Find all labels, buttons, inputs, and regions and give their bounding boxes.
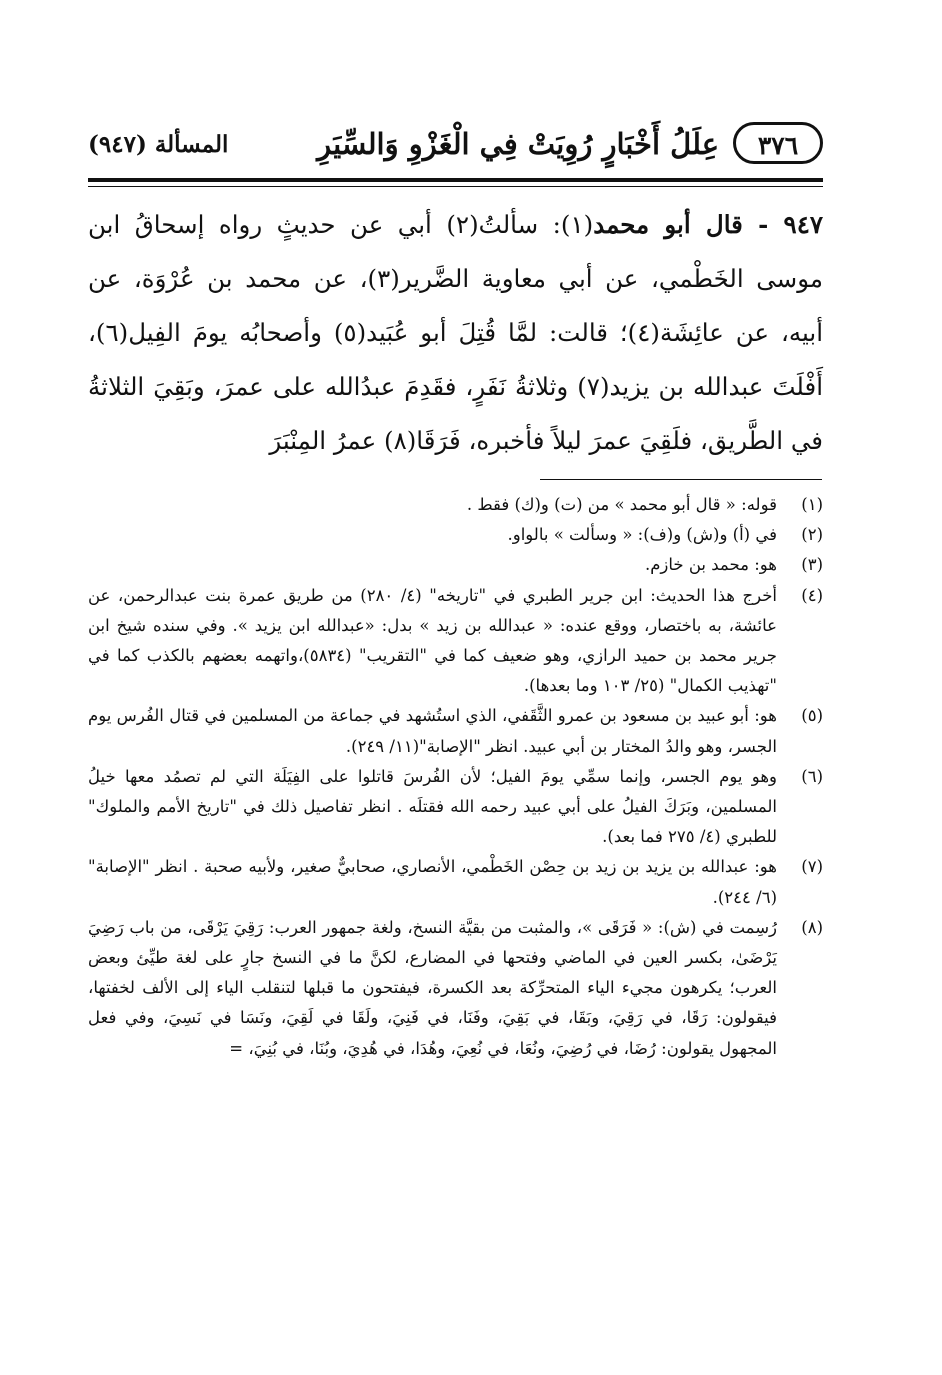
footnote-separator (540, 479, 822, 480)
footnote-number: (٨) (801, 917, 823, 937)
header-rule-thick (88, 178, 823, 182)
footnote-text: أخرج هذا الحديث: ابن جرير الطبري في "تاريخه" (٤/ ٢٨٠) من طريق عمرة بنت عبدالرحمن، عن عائشة، به باختصار، ووقع عنده: « عبدالله بن زيد » بدل: «عبدالله ابن يزيد ». وفي سنده شيخ ابن جرير محمد بن حميد الرازي، وهو ضعيف كما في "التقريب" (٥٨٣٤)،واتهمه بعضهم بالكذب كما في "تهذيب الكمال" (٢٥/ ١٠٣ وما بعدها). (88, 585, 778, 696)
page-header (88, 118, 823, 174)
footnote-number: (٦) (801, 766, 823, 786)
footnotes (88, 490, 823, 1064)
footnote-3 (88, 550, 823, 580)
main-text (88, 198, 823, 468)
footnote-5 (88, 701, 823, 761)
footnote-text: وهو يوم الجسر، وإنما سمِّي يومَ الفيل؛ لأن الفُرسَ قاتلوا على الفِيَلَة التي لم تصمُد معها خيلُ المسلمين، وبَرَكَ الفيلُ على أبي عبيد رحمه الله فقتلَه . انظر تفاصيل ذلك في "تاريخ الأمم والملوك" للطبري (٤/ ٢٧٥ فما بعد). (88, 766, 777, 847)
footnote-1 (88, 490, 823, 520)
footnote-number: (٧) (801, 857, 823, 877)
main-body: (١): سألتُ(٢) أبي عن حديثٍ رواه إسحاقُ ابن موسى الخَطْمي، عن أبي معاوية الضَّرير(٣)، عن محمد بن عُرْوَة، عن أبيه، عن عائِشَة(٤)؛ قالت: لمَّا قُتِلَ أبو عُبَيد(٥) وأصحابُه يومَ الفِيل(٦)، أَفْلَتَ عبدالله بن يزيد(٧) وثلاثةُ نَفَرٍ، فقَدِمَ عبدُالله على عمرَ، وبَقِيَ الثلاثةُ في الطَّريق، فلَقِيَ عمرَ ليلاً فأخبره، فَرَقَا(٨) عمرُ المِنْبَرَ (88, 210, 824, 455)
footnote-number: (٢) (801, 525, 823, 545)
footnote-text: قوله: « قال أبو محمد » من (ت) و(ك) فقط . (466, 495, 777, 514)
footnote-number: (٥) (801, 706, 823, 726)
issue-lead: ٩٤٧ - قال أبو محمد (593, 210, 824, 239)
running-title: عِلَلُ أَخْبَارٍ رُوِيَتْ فِي الْغَزْوِ وَالسِّيَرِ (317, 127, 719, 161)
footnote-4 (88, 581, 823, 702)
footnote-number: (٤) (801, 585, 823, 605)
footnote-text: هو: عبدالله بن يزيد بن زيد بن حِصْن الخَطْمي، الأنصاري، صحابيٌّ صغير، ولأبيه صحبة . انظر "الإصابة" (٦/ ٢٤٤). (88, 857, 777, 907)
main-paragraph (88, 198, 823, 468)
footnote-text: هو: أبو عبيد بن مسعود بن عمرو الثَّقَفي، الذي استُشهد في جماعة من المسلمين في قتال الفُرس يوم الجسر، وهو والدُ المختار بن أبي عبيد. انظر "الإصابة"(١١/ ٢٤٩). (88, 706, 777, 756)
footnote-number: (١) (801, 495, 823, 514)
footnote-text: رُسِمت في (ش): « فَرَقَى »، والمثبت من بقيَّة النسخ، ولغة جمهور العرب: رَقِيَ يَرْقَى، من باب رَضِيَ يَرْضَىٰ، بكسر العين في الماضي وفتحها في المضارع، لكنَّ ما في النسخ جارٍ على لغة طيِّئ وبعض العرب؛ يكرهون مجيء الياء المتحرِّكة بعد الكسرة، فيفتحون ما قبلها لتنقلب الياء إلى الألف لخفتها، فيقولون: رَقَا، في رَقِيَ، وبَقَا، في بَقِيَ، وفَنَا، في فَنِيَ، ولَقَا في لَقِيَ، ونَسَا في نَسِيَ، وفي فعل المجهول يقولون: رُضَا، في رُضِيَ، ونُعَا، في نُعِيَ، وهُدَا، في هُدِيَ، وبُنَا، في بُنِيَ، = (88, 917, 777, 1058)
footnote-7 (88, 852, 823, 912)
footnote-8 (88, 913, 823, 1064)
footnote-6 (88, 762, 823, 853)
issue-label: المسألة (٩٤٧) (88, 131, 229, 158)
footnote-text: في (أ) و(ش) و(ف): « وسألت » بالواو. (507, 525, 777, 545)
footnote-2 (88, 520, 823, 550)
page-number: ٣٧٦ (733, 122, 823, 164)
footnote-text: هو: محمد بن خازم. (644, 555, 777, 575)
header-rule-thin (88, 186, 823, 187)
footnote-number: (٣) (801, 555, 823, 575)
